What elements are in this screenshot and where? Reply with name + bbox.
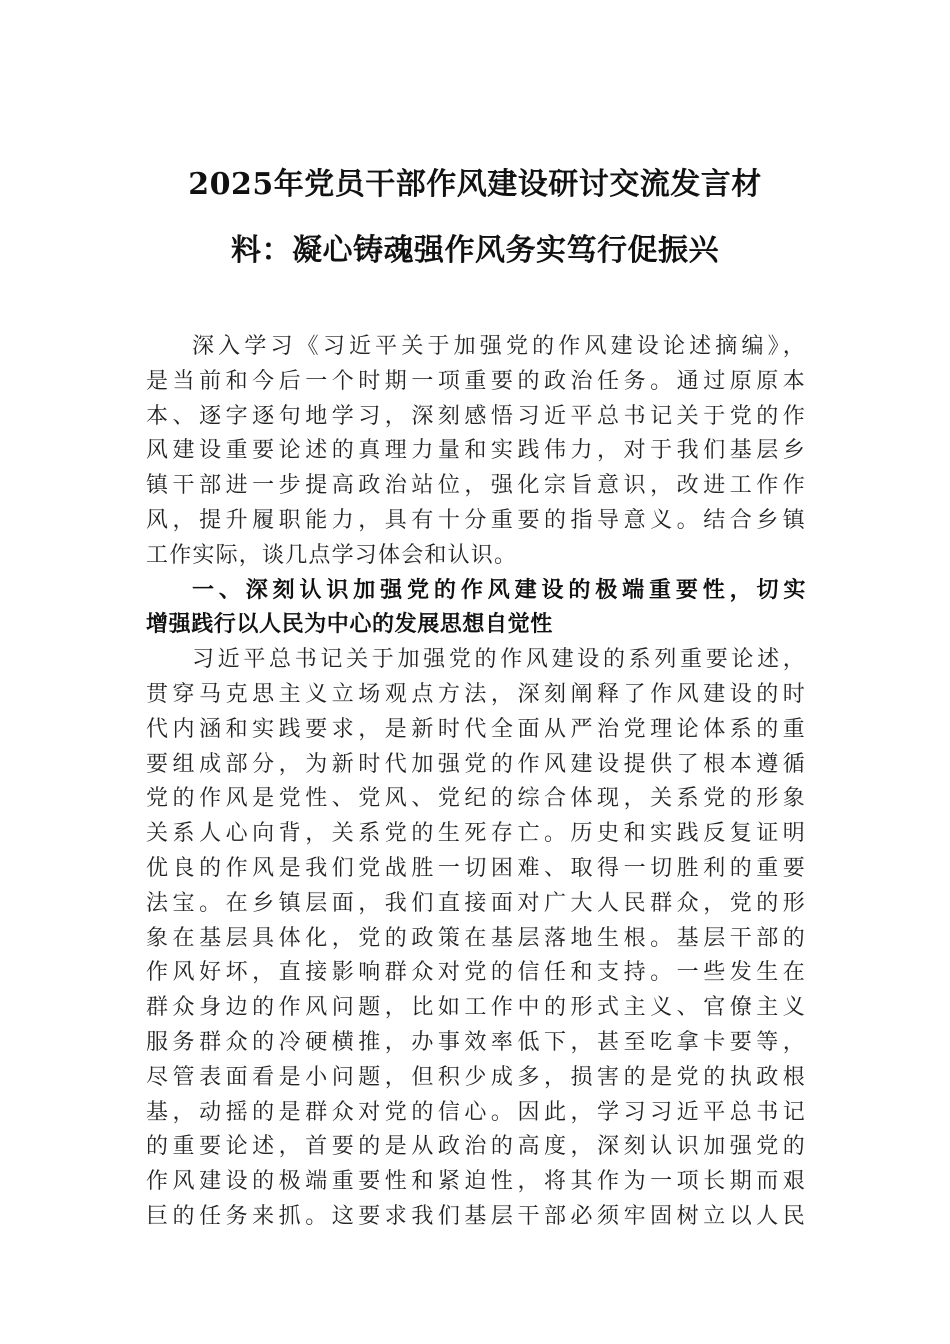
paragraph-line: 镇干部进一步提高政治站位，强化宗旨意识，改进工作作 bbox=[146, 473, 806, 499]
paragraph-line: 法宝。在乡镇层面，我们直接面对广大人民群众，党的形 bbox=[146, 890, 806, 916]
paragraph-line: 关系人心向背，关系党的生死存亡。历史和实践反复证明 bbox=[146, 821, 806, 847]
paragraph-line: 作风好坏，直接影响群众对党的信任和支持。一些发生在 bbox=[146, 960, 806, 986]
paragraph-line: 要组成部分，为新时代加强党的作风建设提供了根本遵循 bbox=[146, 751, 806, 777]
paragraph-line: 习近平总书记关于加强党的作风建设的系列重要论述， bbox=[192, 647, 806, 673]
paragraph-line: 服务群众的冷硬横推，办事效率低下，甚至吃拿卡要等， bbox=[146, 1029, 806, 1055]
heading-line: 增强践行以人民为中心的发展思想自觉性 bbox=[146, 612, 553, 638]
paragraph-line: 党的作风是党性、党风、党纪的综合体现，关系党的形象 bbox=[146, 786, 806, 812]
title-line: 料：凝心铸魂强作风务实笃行促振兴 bbox=[231, 233, 719, 268]
section-heading bbox=[146, 574, 806, 644]
paragraph-line: 风，提升履职能力，具有十分重要的指导意义。结合乡镇 bbox=[146, 507, 806, 533]
paragraph-line: 贯穿马克思主义立场观点方法，深刻阐释了作风建设的时 bbox=[146, 681, 806, 707]
paragraph-line: 优良的作风是我们党战胜一切困难、取得一切胜利的重要 bbox=[146, 855, 806, 881]
document-title bbox=[140, 152, 810, 284]
paragraph-line: 基，动摇的是群众对党的信心。因此，学习习近平总书记 bbox=[146, 1099, 806, 1125]
paragraph-line: 作风建设的极端重要性和紧迫性，将其作为一项长期而艰 bbox=[146, 1169, 806, 1195]
paragraph-line: 代内涵和实践要求，是新时代全面从严治党理论体系的重 bbox=[146, 716, 806, 742]
paragraph-line: 的重要论述，首要的是从政治的高度，深刻认识加强党的 bbox=[146, 1134, 806, 1160]
paragraph-line: 本、逐字逐句地学习，深刻感悟习近平总书记关于党的作 bbox=[146, 403, 806, 429]
paragraph-line: 象在基层具体化，党的政策在基层落地生根。基层干部的 bbox=[146, 925, 806, 951]
title-line: 2025年党员干部作风建设研讨交流发言材 bbox=[188, 167, 762, 202]
section-paragraph bbox=[146, 643, 806, 1235]
document-body bbox=[146, 330, 806, 1235]
paragraph-line: 工作实际，谈几点学习体会和认识。 bbox=[146, 542, 518, 568]
paragraph-line: 巨的任务来抓。这要求我们基层干部必须牢固树立以人民 bbox=[146, 1203, 806, 1229]
paragraph-line: 风建设重要论述的真理力量和实践伟力，对于我们基层乡 bbox=[146, 438, 806, 464]
paragraph-line: 深入学习《习近平关于加强党的作风建设论述摘编》， bbox=[192, 334, 806, 359]
intro-paragraph bbox=[146, 330, 806, 574]
paragraph-line: 是当前和今后一个时期一项重要的政治任务。通过原原本 bbox=[146, 368, 806, 394]
paragraph-line: 群众身边的作风问题，比如工作中的形式主义、官僚主义 bbox=[146, 995, 806, 1021]
heading-line: 一、深刻认识加强党的作风建设的极端重要性，切实 bbox=[192, 577, 806, 603]
paragraph-line: 尽管表面看是小问题，但积少成多，损害的是党的执政根 bbox=[146, 1064, 806, 1090]
